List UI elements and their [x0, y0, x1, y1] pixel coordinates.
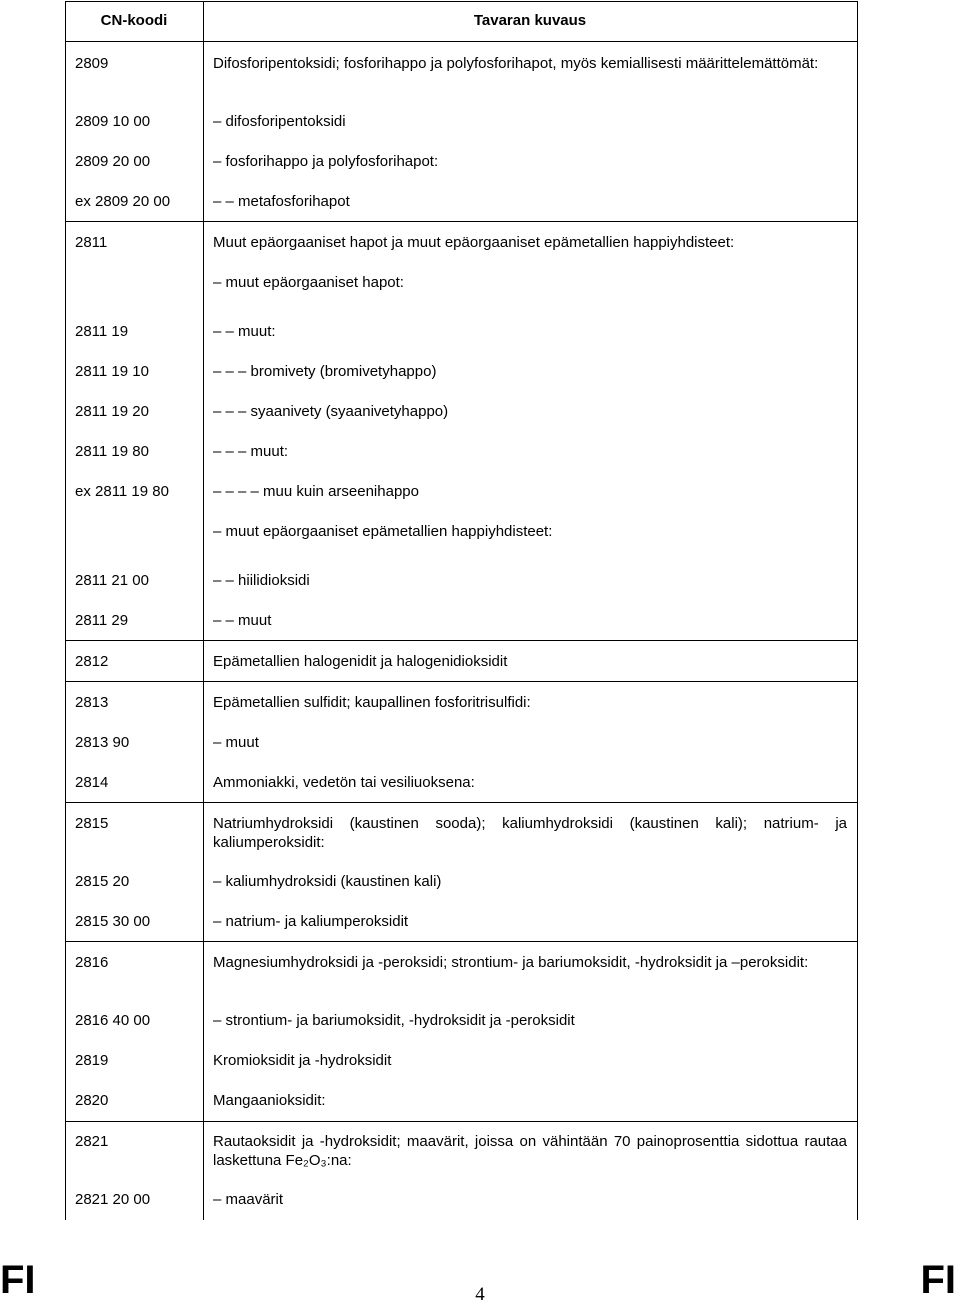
goods-description: – muut epäorgaaniset epämetallien happiyhdisteet: [213, 523, 553, 540]
group-separator [65, 941, 858, 942]
column-divider [203, 1, 204, 1220]
cn-code: 2819 [75, 1052, 109, 1069]
goods-description: – – muut: [213, 323, 276, 340]
cn-code: 2811 19 20 [75, 403, 149, 420]
goods-description: Muut epäorgaaniset hapot ja muut epäorgaaniset epämetallien happiyhdisteet: [213, 234, 735, 251]
goods-description: – – – bromivety (bromivetyhappo) [213, 363, 437, 380]
goods-description: – – metafosforihapot [213, 193, 350, 210]
goods-description: Epämetallien halogenidit ja halogenidioksidit [213, 653, 508, 670]
goods-description: – – – syaanivety (syaanivetyhappo) [213, 403, 449, 420]
cn-code: 2809 [75, 55, 109, 72]
goods-description: – fosforihappo ja polyfosforihapot: [213, 153, 439, 170]
goods-description: – – – muut: [213, 443, 289, 460]
cn-code: 2816 40 00 [75, 1012, 151, 1029]
goods-description: – – – – muu kuin arseenihappo [213, 483, 419, 500]
group-separator [65, 681, 858, 682]
goods-description: – muut epäorgaaniset hapot: [213, 274, 404, 291]
cn-code: ex 2809 20 00 [75, 193, 171, 210]
goods-description: Kromioksidit ja -hydroksidit [213, 1052, 392, 1069]
cn-code: 2816 [75, 954, 109, 971]
cn-code: 2811 21 00 [75, 572, 149, 589]
cn-code: 2815 [75, 815, 109, 832]
cn-code: 2809 20 00 [75, 153, 151, 170]
cn-code: 2811 19 10 [75, 363, 149, 380]
footer-language-left: FI [0, 1258, 36, 1302]
goods-description: – – muut [213, 612, 272, 629]
goods-description: – difosforipentoksidi [213, 113, 346, 130]
cn-code: 2815 20 [75, 873, 130, 890]
goods-description: Ammoniakki, vedetön tai vesiliuoksena: [213, 774, 475, 791]
footer-language-right: FI [920, 1258, 956, 1302]
cn-code: 2814 [75, 774, 109, 791]
cn-code: 2811 19 80 [75, 443, 149, 460]
column-header-description: Tavaran kuvaus [473, 12, 587, 29]
table-right-border [857, 1, 858, 1220]
cn-code: 2820 [75, 1092, 109, 1109]
goods-description: Difosforipentoksidi; fosforihappo ja polyfosforihapot, myös kemiallisesti määrittelemättömät: [213, 55, 819, 72]
goods-description: – kaliumhydroksidi (kaustinen kali) [213, 873, 442, 890]
table-top-border [65, 1, 858, 2]
goods-description: – muut [213, 734, 259, 751]
header-bottom-border [65, 41, 858, 42]
cn-code: 2821 [75, 1133, 109, 1150]
goods-description: Rautaoksidit ja -hydroksidit; maavärit, joissa on vähintään 70 painoprosenttia sidottua rautaa laskettuna Fe₂O₃:na: [213, 1133, 847, 1169]
cn-code: 2812 [75, 653, 109, 670]
goods-description: Mangaanioksidit: [213, 1092, 326, 1109]
cn-code: 2821 20 00 [75, 1191, 151, 1208]
cn-code: ex 2811 19 80 [75, 483, 169, 500]
cn-code: 2811 19 [75, 323, 129, 340]
goods-description: – natrium- ja kaliumperoksidit [213, 913, 409, 930]
cn-code: 2811 [75, 234, 108, 251]
table-left-border [65, 1, 66, 1220]
group-separator [65, 1121, 858, 1122]
goods-description: – strontium- ja bariumoksidit, -hydroksidit ja -peroksidit [213, 1012, 575, 1029]
goods-description: Epämetallien sulfidit; kaupallinen fosforitrisulfidi: [213, 694, 531, 711]
cn-code: 2811 29 [75, 612, 129, 629]
goods-description: Magnesiumhydroksidi ja -peroksidi; strontium- ja bariumoksidit, -hydroksidit ja –peroksidit: [213, 954, 809, 971]
cn-code: 2809 10 00 [75, 113, 151, 130]
cn-code: 2815 30 00 [75, 913, 151, 930]
goods-description: Natriumhydroksidi (kaustinen sooda); kaliumhydroksidi (kaustinen kali); natrium- ja kaliumperoksidit: [213, 815, 847, 851]
cn-code: 2813 90 [75, 734, 130, 751]
column-header-code: CN-koodi [100, 12, 168, 29]
page-number: 4 [475, 1284, 485, 1305]
group-separator [65, 802, 858, 803]
group-separator [65, 640, 858, 641]
goods-description: – – hiilidioksidi [213, 572, 310, 589]
goods-description: – maavärit [213, 1191, 284, 1208]
group-separator [65, 221, 858, 222]
cn-code: 2813 [75, 694, 109, 711]
